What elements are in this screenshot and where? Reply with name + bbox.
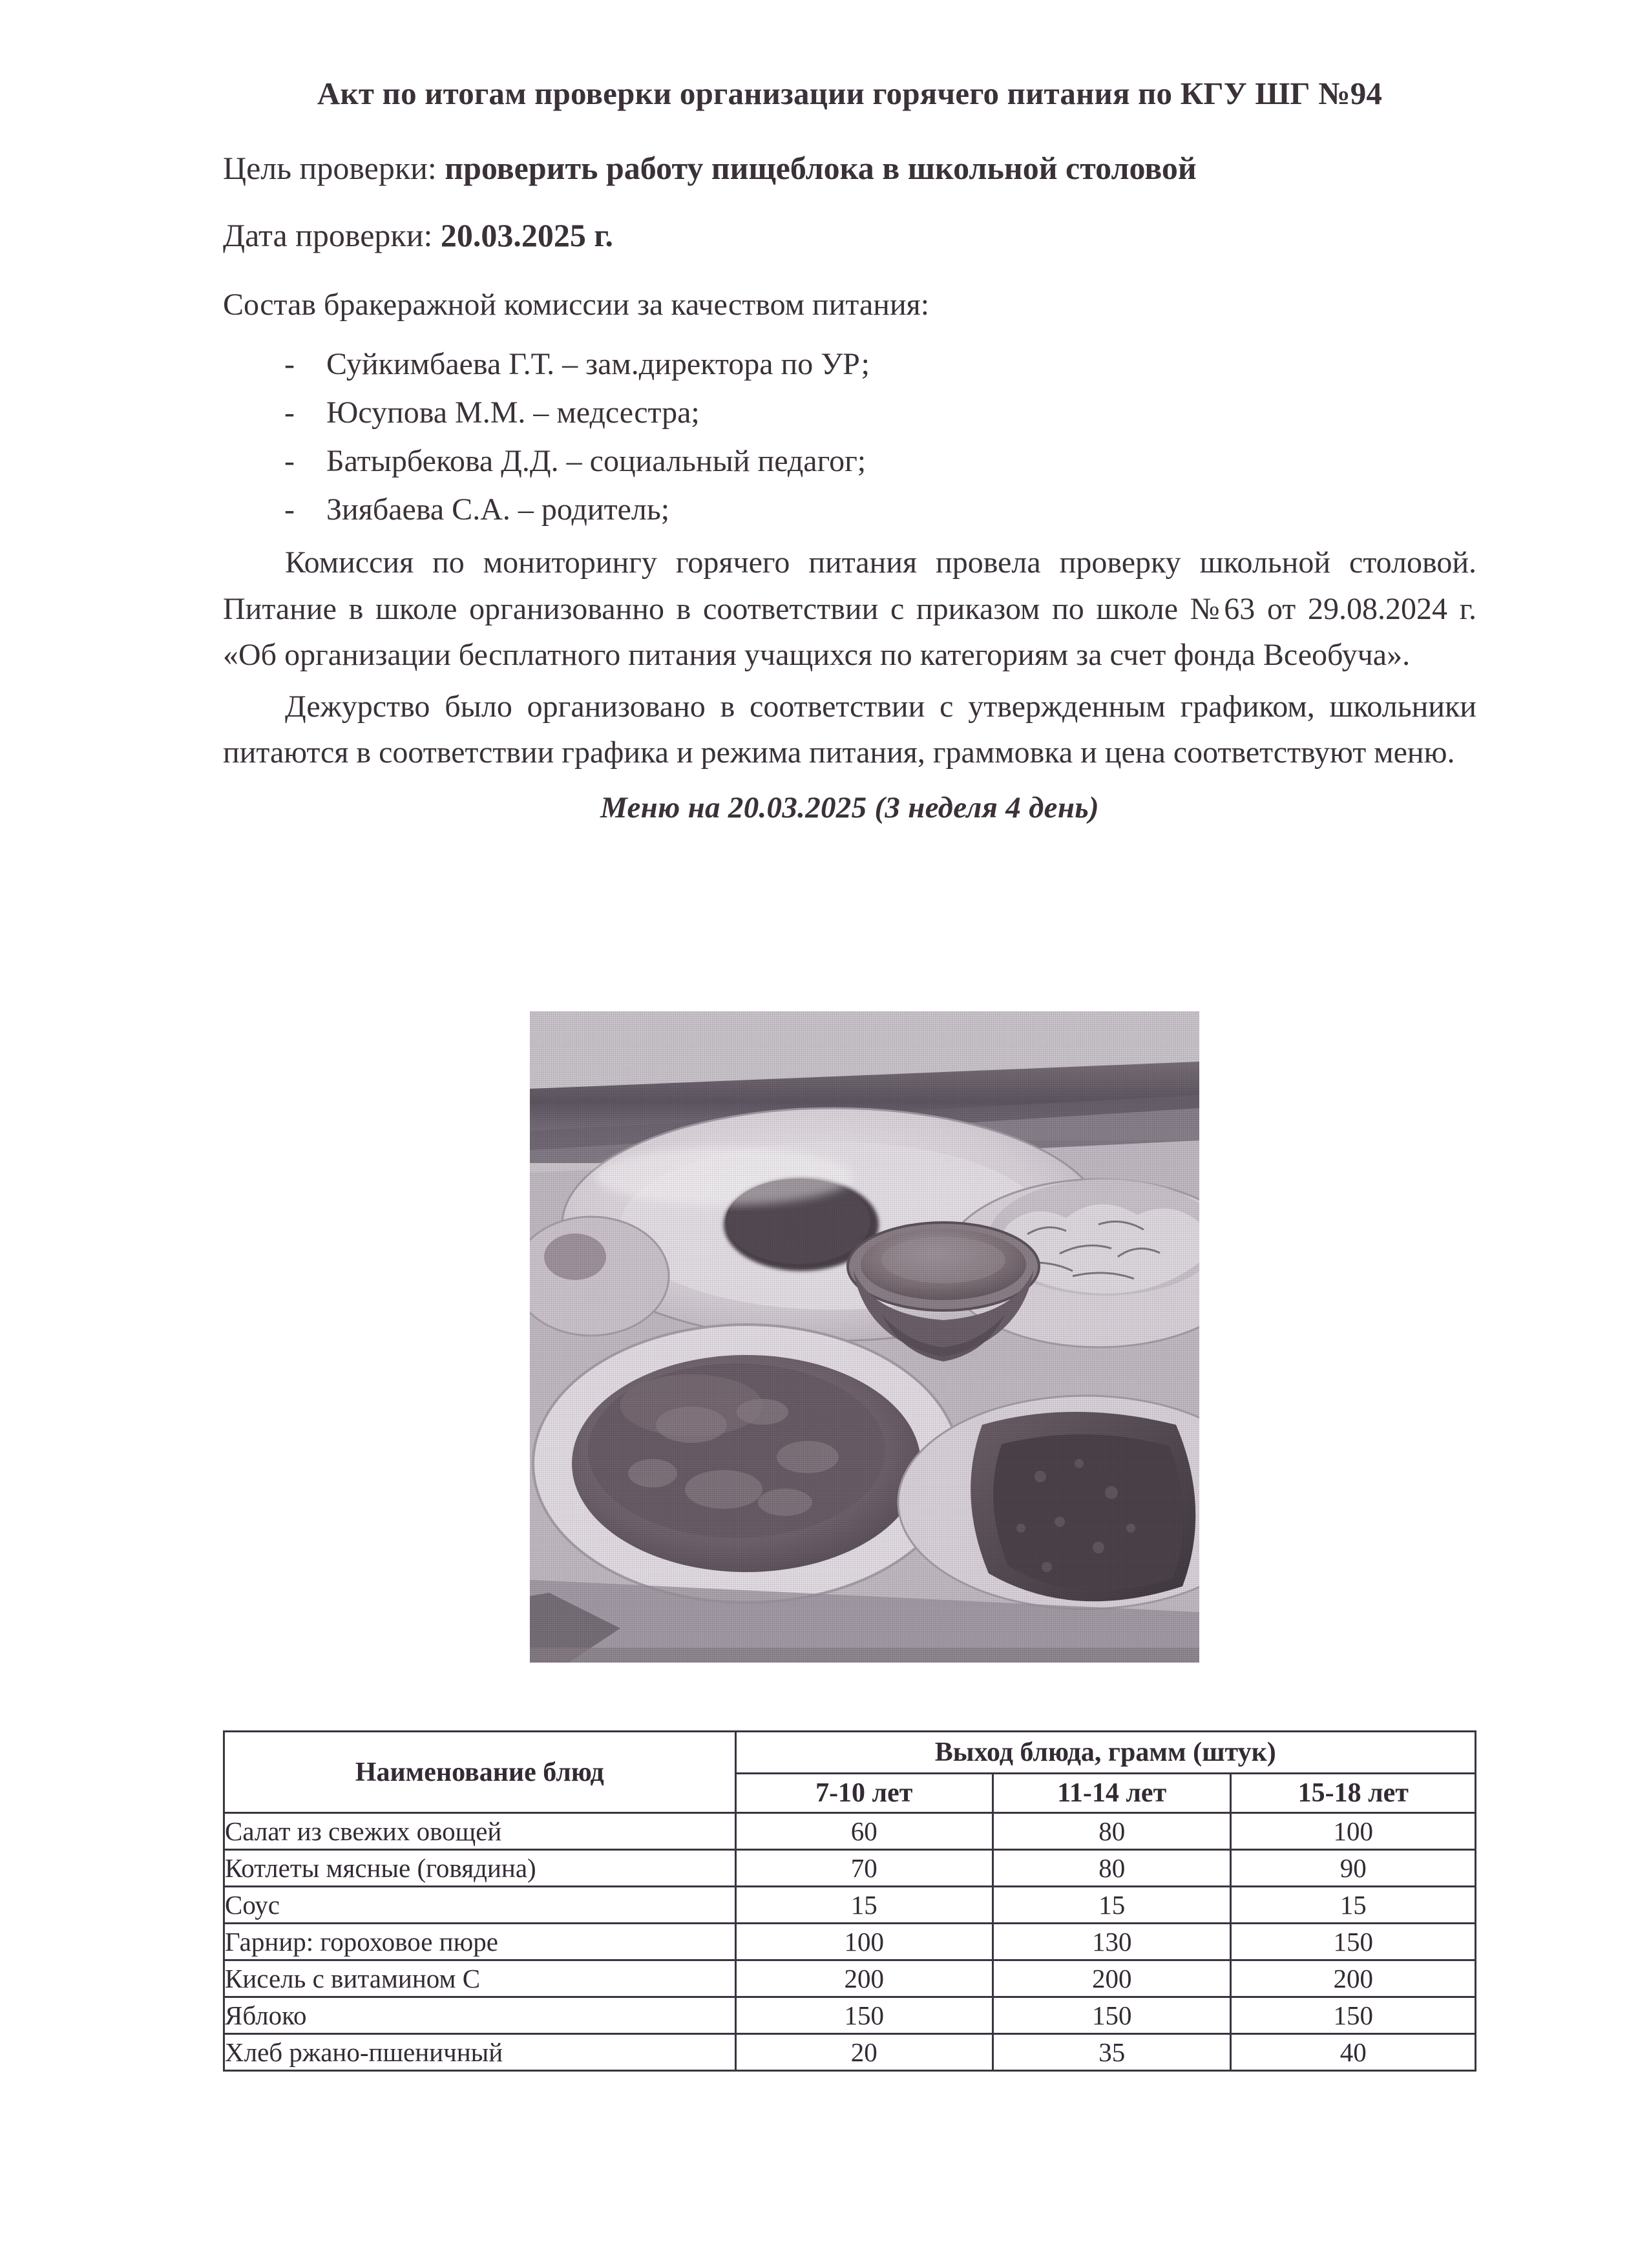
header-age-15-18: 15-18 лет	[1231, 1774, 1476, 1813]
meal-photo-image	[530, 1011, 1199, 1663]
table-row	[224, 1813, 1476, 1850]
cell-value-11-14: 80	[993, 1850, 1231, 1887]
list-item	[223, 477, 1476, 525]
inspection-goal-value: проверить работу пищеблока в школьной столовой	[445, 149, 1197, 186]
cell-value-7-10: 20	[735, 2034, 993, 2071]
cell-dish-name: Кисель с витамином С	[224, 1960, 736, 1997]
table-row	[224, 1960, 1476, 1997]
cell-value-7-10: 15	[735, 1887, 993, 1924]
header-output-grams: Выход блюда, грамм (штук)	[735, 1732, 1475, 1774]
cell-value-15-18: 40	[1231, 2034, 1476, 2071]
list-item	[223, 331, 1476, 380]
inspection-goal-line	[223, 111, 1476, 187]
cell-value-7-10: 70	[735, 1850, 993, 1887]
menu-table	[223, 1730, 1476, 2072]
cell-value-7-10: 200	[735, 1960, 993, 1997]
menu-heading: Меню на 20.03.2025 (3 неделя 4 день)	[600, 790, 1099, 824]
paragraph-inspection-summary: Комиссия по мониторингу горячего питания провела проверку школьной столовой. Питание в школе организованно в соответствии с приказом по школе №63 от 29.08.2024 г. «Об организации бесплатного питания учащихся по категориям за счет фонда Всеобуча».	[223, 545, 1476, 673]
member-name: Суйкимбаева Г.Т. – зам.директора по УР;	[326, 347, 870, 382]
page-title: Акт по итогам проверки организации горячего питания по КГУ ШГ №94	[317, 76, 1383, 111]
bullet-dash-icon: -	[284, 347, 295, 382]
cell-value-11-14: 200	[993, 1960, 1231, 1997]
table-row	[224, 1924, 1476, 1960]
cell-dish-name: Салат из свежих овощей	[224, 1813, 736, 1850]
header-age-11-14: 11-14 лет	[993, 1774, 1231, 1813]
list-item	[223, 428, 1476, 477]
meal-photo	[530, 1011, 1199, 1663]
bullet-dash-icon: -	[284, 395, 295, 430]
cell-value-11-14: 130	[993, 1924, 1231, 1960]
cell-value-11-14: 15	[993, 1887, 1231, 1924]
member-name: Юсупова М.М. – медсестра;	[326, 395, 700, 430]
inspection-goal-label: Цель проверки:	[223, 149, 445, 186]
cell-value-11-14: 35	[993, 2034, 1231, 2071]
header-dish-name: Наименование блюд	[224, 1732, 736, 1813]
header-age-7-10: 7-10 лет	[735, 1774, 993, 1813]
inspection-date-value: 20.03.2025 г.	[440, 217, 613, 254]
list-item	[223, 380, 1476, 428]
cell-value-15-18: 150	[1231, 1924, 1476, 1960]
cell-dish-name: Яблоко	[224, 1997, 736, 2034]
cell-dish-name: Соус	[224, 1887, 736, 1924]
cell-value-15-18: 100	[1231, 1813, 1476, 1850]
bullet-dash-icon: -	[284, 492, 295, 527]
cell-dish-name: Хлеб ржано-пшеничный	[224, 2034, 736, 2071]
cell-value-15-18: 200	[1231, 1960, 1476, 1997]
cell-dish-name: Котлеты мясные (говядина)	[224, 1850, 736, 1887]
cell-value-15-18: 90	[1231, 1850, 1476, 1887]
cell-value-7-10: 60	[735, 1813, 993, 1850]
cell-value-15-18: 150	[1231, 1997, 1476, 2034]
member-name: Зиябаева С.А. – родитель;	[326, 492, 670, 527]
cell-dish-name: Гарнир: гороховое пюре	[224, 1924, 736, 1960]
table-row	[224, 1850, 1476, 1887]
commission-members-list	[223, 322, 1476, 525]
cell-value-7-10: 100	[735, 1924, 993, 1960]
table-header	[224, 1732, 1476, 1813]
document-body	[223, 0, 1476, 825]
table-row	[224, 1997, 1476, 2034]
cell-value-11-14: 80	[993, 1813, 1231, 1850]
paragraph-duty-schedule: Дежурство было организовано в соответствии с утвержденным графиком, школьники питаются в соответствии графика и режима питания, граммовка и цена соответствуют меню.	[223, 689, 1476, 770]
member-name: Батырбекова Д.Д. – социальный педагог;	[326, 444, 867, 479]
table-body	[224, 1813, 1476, 2071]
inspection-date-label: Дата проверки:	[223, 217, 441, 254]
table-header-row-1	[224, 1732, 1476, 1774]
cell-value-11-14: 150	[993, 1997, 1231, 2034]
cell-value-15-18: 15	[1231, 1887, 1476, 1924]
bullet-dash-icon: -	[284, 444, 295, 479]
commission-label: Состав бракеражной комиссии за качеством питания:	[223, 287, 930, 322]
table-row	[224, 1887, 1476, 1924]
cell-value-7-10: 150	[735, 1997, 993, 2034]
inspection-date-line	[223, 187, 1476, 255]
table-row	[224, 2034, 1476, 2071]
